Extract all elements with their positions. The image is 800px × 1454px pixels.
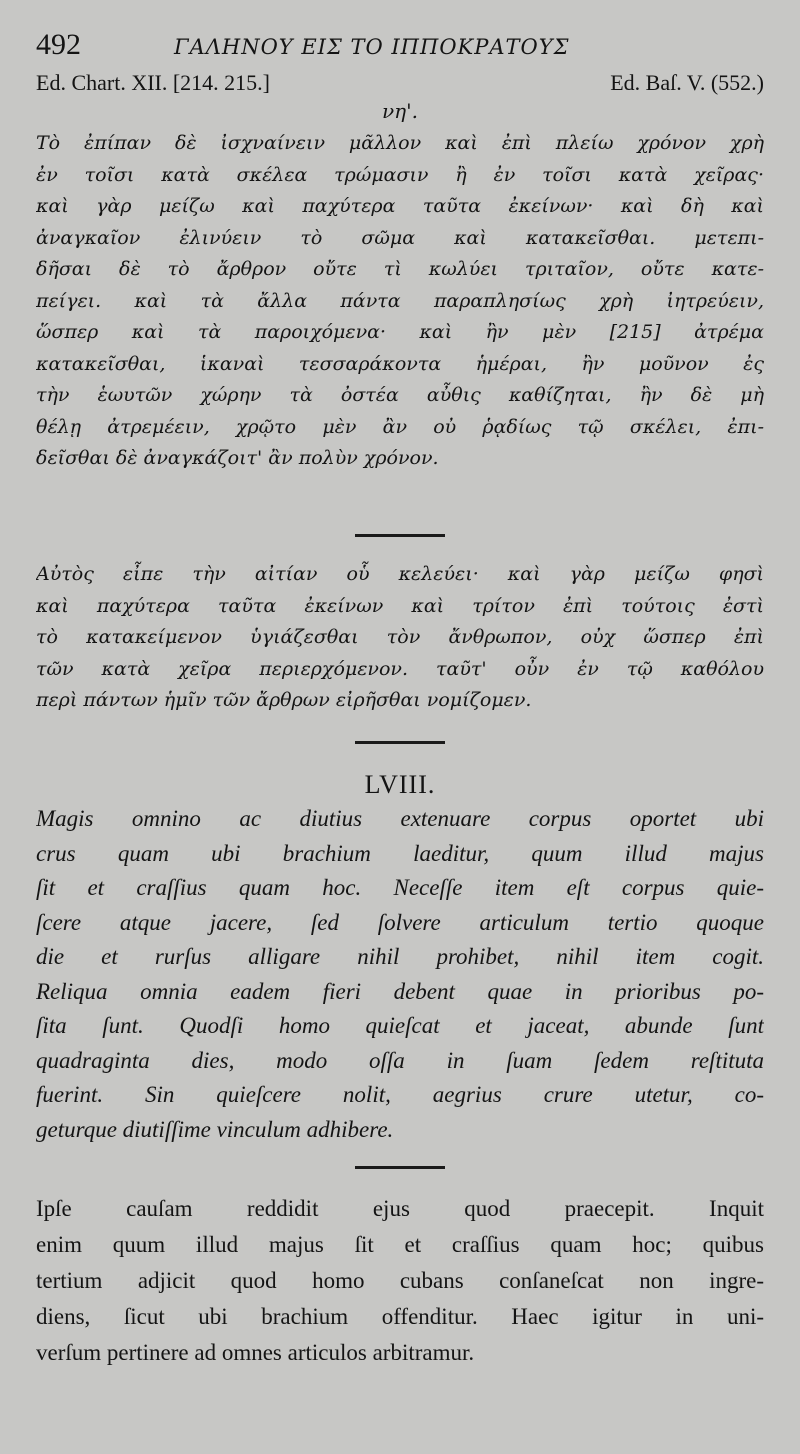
text-line: Τὸ ἐπίπαν δὲ ἰσχναίνειν μᾶλλον καὶ ἐπὶ πλείω χρόνον χρὴ (36, 132, 764, 154)
text-line: Magis omnino ac diutius extenuare corpus oportet ubi (36, 806, 764, 831)
section-divider (355, 741, 445, 744)
text-line: τὴν ἑωυτῶν χώρην τὰ ὀστέα αὖθις καθίζηται, ἢν δὲ μὴ (36, 384, 764, 406)
text-line: ἐν τοῖσι κατὰ σκέλεα τρώμασιν ἢ ἐν τοῖσι κατὰ χεῖρας· (36, 163, 764, 186)
page-header (36, 28, 764, 68)
text-line: κατακεῖσθαι, ἱκαναὶ τεσσαράκοντα ἡμέραι, ἢν μοῦνον ἐς (36, 352, 764, 375)
text-line: crus quam ubi brachium laeditur, quum illud majus (36, 840, 764, 866)
text-line: καὶ γὰρ μείζω καὶ παχύτερα ταῦτα ἐκείνων· καὶ δὴ καὶ (36, 195, 764, 217)
edition-chartier-reference: Ed. Chart. XII. [214. 215.] (36, 70, 271, 95)
text-line: Reliqua omnia eadem fieri debent quae in prioribus po- (36, 978, 764, 1004)
text-line: quadraginta dies, modo oſſa in ſuam ſedem reſtituta (36, 1047, 764, 1073)
running-title: ΓΑΛΗΝΟΥ ΕΙΣ ΤΟ ΙΠΠΟΚΡΑΤΟΥΣ (174, 35, 570, 59)
text-line: περὶ πάντων ἡμῖν τῶν ἄρθρων εἰρῆσθαι νομίζομεν. (36, 689, 532, 711)
latin-commentary-text (36, 1191, 764, 1375)
greek-galen-commentary (36, 559, 764, 735)
text-line: ἀναγκαῖον ἐλινύειν τὸ σῶμα καὶ κατακεῖσθαι. μετεπι- (36, 226, 764, 249)
greek-hippocrates-text (36, 128, 764, 522)
text-line: ſita ſunt. Quodſi homo quieſcat et jaceat, abunde ſunt (36, 1013, 764, 1038)
edition-basel-reference: Ed. Baſ. V. (552.) (610, 70, 764, 95)
chapter-number: LVIII. (364, 770, 436, 799)
text-line: geturque diutiſſime vinculum adhibere. (36, 1116, 394, 1142)
text-line: diens, ſicut ubi brachium offenditur. Haec igitur in uni- (36, 1304, 764, 1329)
text-line: δῆσαι δὲ τὸ ἄρθρον οὔτε τὶ κωλύει τριταῖον, οὔτε κατε- (36, 258, 764, 280)
text-line: ſit et craſſius quam hoc. Neceſſe item eſt corpus quie- (36, 875, 764, 900)
text-line: die et rurſus alligare nihil prohibet, nihil item cogit. (36, 944, 764, 969)
text-line: δεῖσθαι δὲ ἀναγκάζοιτ' ἂν πολὺν χρόνον. (36, 447, 439, 469)
text-line: πείγει. καὶ τὰ ἄλλα πάντα παραπλησίως χρὴ ἰητρεύειν, (36, 289, 764, 312)
greek-section-number: νη'. (382, 99, 418, 123)
section-divider (355, 534, 445, 537)
text-line: καὶ παχύτερα ταῦτα ἐκείνων καὶ τρίτον ἐπὶ τούτοις ἐστὶ (36, 594, 764, 617)
section-divider (355, 1166, 445, 1169)
text-line: tertium adjicit quod homo cubans conſaneſcat non ingre- (36, 1268, 764, 1293)
latin-translation-text (36, 802, 764, 1150)
text-line: τῶν κατὰ χεῖρα περιερχόμενον. ταῦτ' οὖν ἐν τῷ καθόλου (36, 657, 764, 680)
text-line: ὥσπερ καὶ τὰ παροιχόμενα· καὶ ἢν μὲν [215] ἀτρέμα (36, 321, 764, 343)
text-line: fuerint. Sin quieſcere nolit, aegrius crure utetur, co- (36, 1082, 764, 1107)
text-line: verſum pertinere ad omnes articulos arbitramur. (36, 1340, 475, 1365)
text-line: Ipſe cauſam reddidit ejus quod praecepit. Inquit (36, 1196, 764, 1221)
text-line: ſcere atque jacere, ſed ſolvere articulum tertio quoque (36, 909, 764, 935)
page-number: 492 (36, 28, 81, 61)
text-line: enim quum illud majus ſit et craſſius quam hoc; quibus (36, 1232, 764, 1257)
text-line: τὸ κατακείμενον ὑγιάζεσθαι τὸν ἄνθρωπον, οὐχ ὥσπερ ἐπὶ (36, 626, 764, 648)
edition-references (36, 68, 764, 98)
text-line: θέλῃ ἀτρεμέειν, χρῷτο μὲν ἂν οὐ ῥᾳδίως τῷ σκέλει, ἐπι- (36, 415, 764, 438)
text-line: Αὐτὸς εἶπε τὴν αἰτίαν οὗ κελεύει· καὶ γὰρ μείζω φησὶ (36, 563, 764, 585)
